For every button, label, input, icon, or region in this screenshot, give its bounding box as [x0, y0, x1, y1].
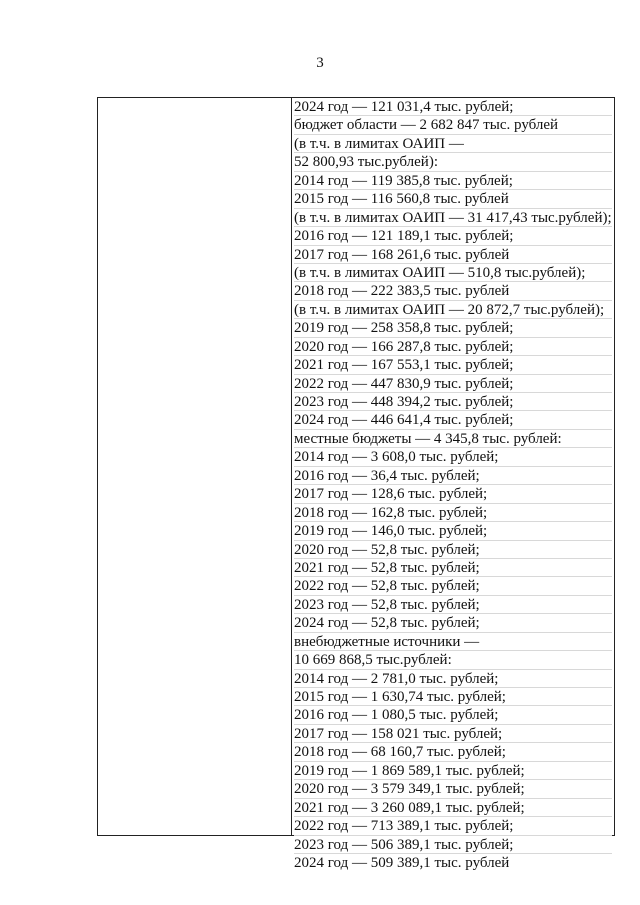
- table-line: 52 800,93 тыс.рублей):: [294, 153, 612, 171]
- table-line: (в т.ч. в лимитах ОАИП — 510,8 тыс.рублей);: [294, 264, 612, 282]
- table-line: 2024 год — 446 641,4 тыс. рублей;: [294, 411, 612, 429]
- table-line: (в т.ч. в лимитах ОАИП — 20 872,7 тыс.рублей);: [294, 301, 612, 319]
- table-right-cell: [292, 98, 614, 871]
- table-line: 2022 год — 713 389,1 тыс. рублей;: [294, 817, 612, 835]
- table-line: 2017 год — 128,6 тыс. рублей;: [294, 485, 612, 503]
- table-left-cell: [98, 98, 292, 835]
- table-line: 2014 год — 119 385,8 тыс. рублей;: [294, 172, 612, 190]
- table-line: 2020 год — 166 287,8 тыс. рублей;: [294, 338, 612, 356]
- table-line: 2018 год — 68 160,7 тыс. рублей;: [294, 743, 612, 761]
- table-line: 2022 год — 447 830,9 тыс. рублей;: [294, 375, 612, 393]
- page-number: 3: [316, 55, 324, 71]
- table-line: 2021 год — 3 260 089,1 тыс. рублей;: [294, 799, 612, 817]
- table-line: местные бюджеты — 4 345,8 тыс. рублей:: [294, 430, 612, 448]
- table-line: 2019 год — 258 358,8 тыс. рублей;: [294, 319, 612, 337]
- table-line: 2017 год — 158 021 тыс. рублей;: [294, 725, 612, 743]
- table-line: 2024 год — 121 031,4 тыс. рублей;: [294, 98, 612, 116]
- table-line: 2018 год — 162,8 тыс. рублей;: [294, 504, 612, 522]
- table-line: 2016 год — 121 189,1 тыс. рублей;: [294, 227, 612, 245]
- table-line: 2023 год — 506 389,1 тыс. рублей;: [294, 836, 612, 854]
- table-line: 2015 год — 116 560,8 тыс. рублей: [294, 190, 612, 208]
- table-line: 2021 год — 52,8 тыс. рублей;: [294, 559, 612, 577]
- table-line-text: (в т.ч. в лимитах ОАИП —: [294, 135, 464, 152]
- table-line: внебюджетные источники —: [294, 633, 612, 651]
- table-line: 2019 год — 146,0 тыс. рублей;: [294, 522, 612, 540]
- table-line: 2023 год — 52,8 тыс. рублей;: [294, 596, 612, 614]
- table-line: 2019 год — 1 869 589,1 тыс. рублей;: [294, 762, 612, 780]
- table-line: 2020 год — 3 579 349,1 тыс. рублей;: [294, 780, 612, 798]
- table-line: 2016 год — 36,4 тыс. рублей;: [294, 467, 612, 485]
- table-line: 10 669 868,5 тыс.рублей:: [294, 651, 612, 669]
- table-line: бюджет области — 2 682 847 тыс. рублей: [294, 116, 612, 134]
- table-line: 2023 год — 448 394,2 тыс. рублей;: [294, 393, 612, 411]
- table-line: 2018 год — 222 383,5 тыс. рублей: [294, 282, 612, 300]
- table-line: 2016 год — 1 080,5 тыс. рублей;: [294, 706, 612, 724]
- table-line: 2014 год — 3 608,0 тыс. рублей;: [294, 448, 612, 466]
- table-line: 2024 год — 52,8 тыс. рублей;: [294, 614, 612, 632]
- table-line: 2017 год — 168 261,6 тыс. рублей: [294, 246, 612, 264]
- table-line: (в т.ч. в лимитах ОАИП — 31 417,43 тыс.рублей);: [294, 209, 612, 226]
- table-line: 2021 год — 167 553,1 тыс. рублей;: [294, 356, 612, 374]
- table-line: [294, 135, 612, 153]
- table-line: 2020 год — 52,8 тыс. рублей;: [294, 541, 612, 559]
- table-line: 2022 год — 52,8 тыс. рублей;: [294, 577, 612, 595]
- table-line: 2024 год — 509 389,1 тыс. рублей: [294, 854, 510, 871]
- funding-table: [97, 97, 615, 871]
- table-line: 2014 год — 2 781,0 тыс. рублей;: [294, 670, 612, 688]
- table-line: 2015 год — 1 630,74 тыс. рублей;: [294, 688, 612, 706]
